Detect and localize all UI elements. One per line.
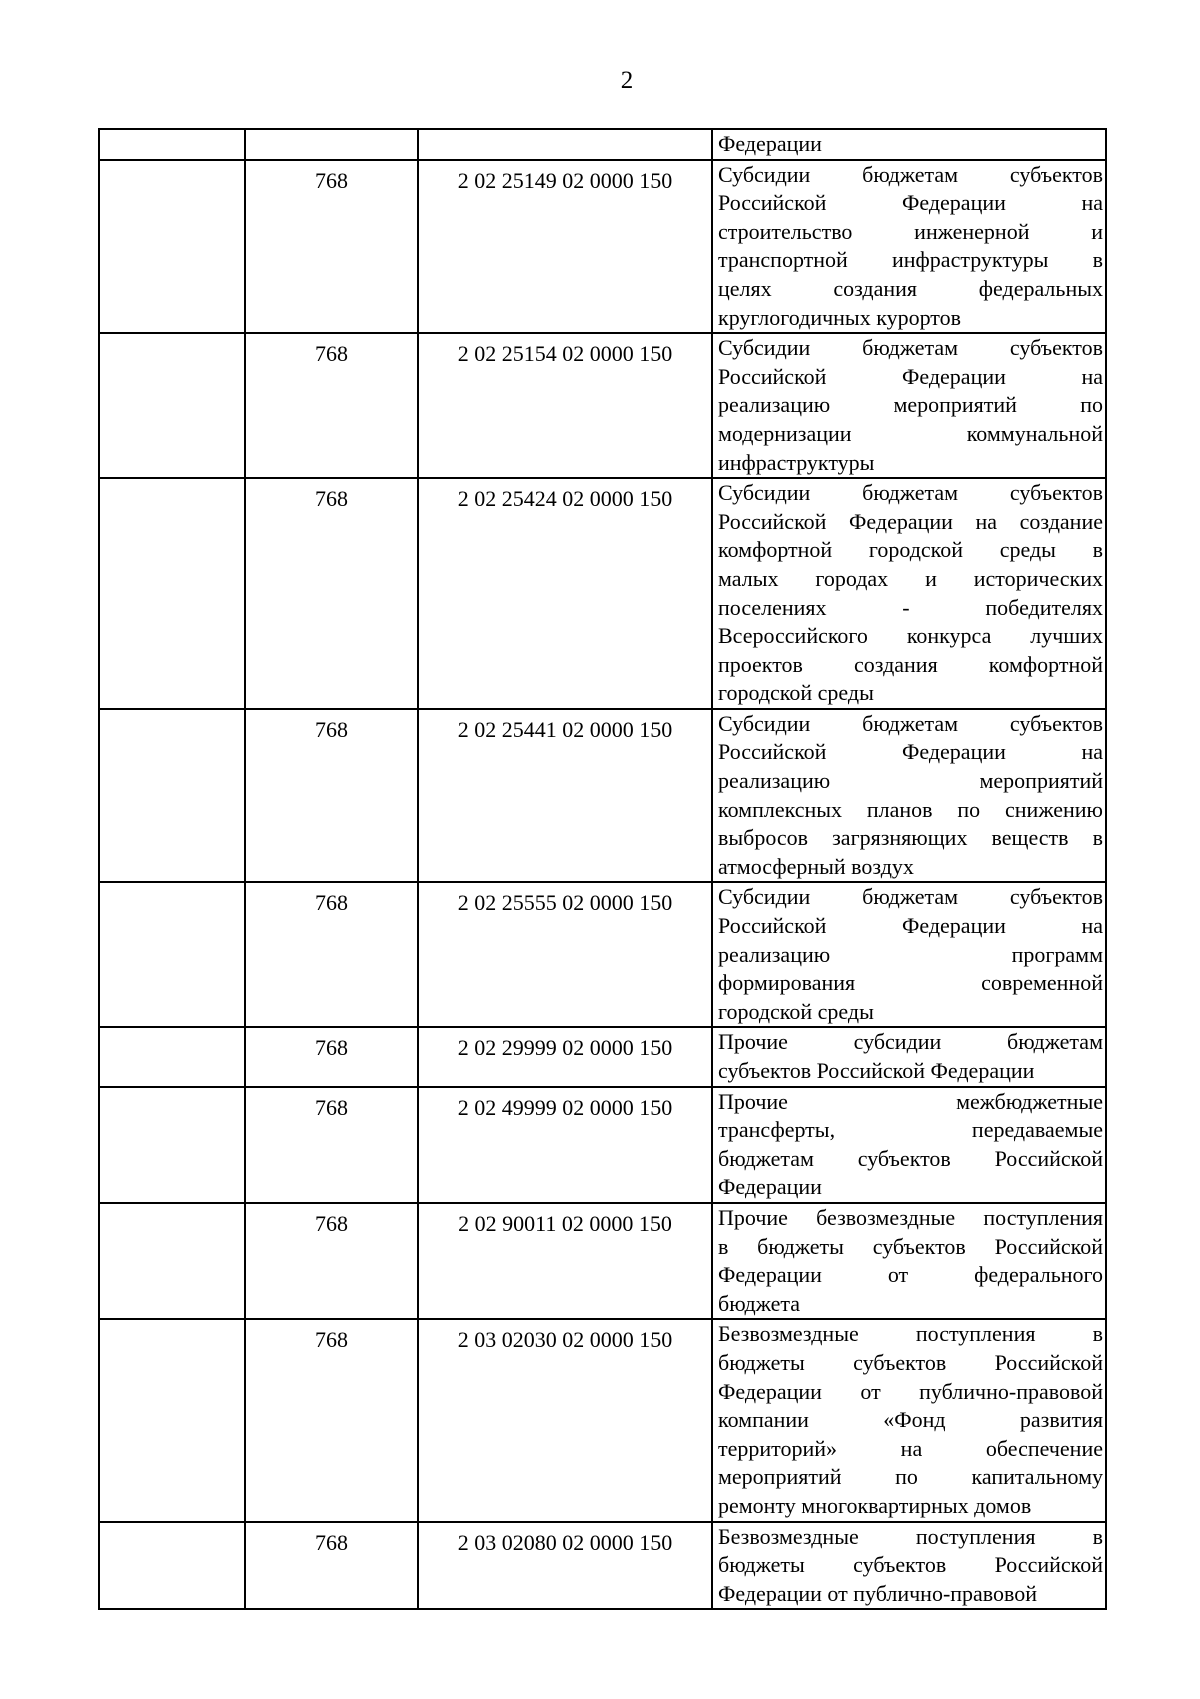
description-cell — [712, 478, 1106, 709]
description-line: комфортной городской среды в — [718, 537, 1103, 563]
description-line: Безвозмездные поступления в — [718, 1321, 1103, 1347]
table-row — [99, 160, 1106, 334]
admin-code-cell: 768 — [245, 333, 418, 478]
budget-code-cell: 2 02 25441 02 0000 150 — [418, 709, 712, 883]
description-line: Федерации от федерального — [718, 1262, 1103, 1288]
description-line: Российской Федерации на создание — [718, 508, 1103, 534]
table-row — [99, 129, 1106, 160]
description-line: поселениях - победителях — [718, 594, 1103, 620]
empty-cell — [99, 129, 245, 160]
admin-code-cell: 768 — [245, 1522, 418, 1610]
description-cell — [712, 709, 1106, 883]
table-row — [99, 1203, 1106, 1319]
description-line: инфраструктуры — [718, 449, 875, 475]
table-row — [99, 478, 1106, 709]
admin-code-cell: 768 — [245, 1319, 418, 1521]
table-row — [99, 1319, 1106, 1521]
description-line: субъектов Российской Федерации — [718, 1058, 1035, 1083]
description-line: Субсидии бюджетам субъектов — [718, 710, 1103, 736]
description-line: малых городах и исторических — [718, 565, 1103, 591]
description-line: реализацию мероприятий — [718, 768, 1103, 794]
table-row — [99, 1027, 1106, 1086]
description-line: атмосферный воздух — [718, 853, 914, 879]
admin-code-cell — [245, 129, 418, 160]
description-cell — [712, 129, 1106, 160]
description-line: Прочие субсидии бюджетам — [718, 1029, 1103, 1055]
description-cell — [712, 1522, 1106, 1610]
description-line: модернизации коммунальной — [718, 420, 1103, 446]
empty-cell — [99, 1522, 245, 1610]
description-line: бюджеты субъектов Российской — [718, 1349, 1103, 1375]
table-row — [99, 882, 1106, 1027]
description-line: Федерации — [718, 1174, 822, 1200]
description-line: строительство инженерной и — [718, 218, 1103, 244]
budget-code-cell: 2 02 25149 02 0000 150 — [418, 160, 712, 334]
description-cell — [712, 333, 1106, 478]
description-line: в бюджеты субъектов Российской — [718, 1233, 1103, 1259]
description-cell — [712, 1087, 1106, 1203]
budget-code-cell: 2 02 49999 02 0000 150 — [418, 1087, 712, 1203]
table-row — [99, 709, 1106, 883]
empty-cell — [99, 160, 245, 334]
description-line: Федерации — [718, 131, 822, 156]
description-cell — [712, 160, 1106, 334]
description-line: Всероссийского конкурса лучших — [718, 623, 1103, 649]
description-line: городской среды — [718, 680, 874, 706]
description-line: Федерации от публично-правовой — [718, 1580, 1038, 1606]
empty-cell — [99, 882, 245, 1027]
admin-code-cell: 768 — [245, 882, 418, 1027]
description-line: городской среды — [718, 998, 874, 1024]
admin-code-cell: 768 — [245, 709, 418, 883]
table-row — [99, 1522, 1106, 1610]
description-line: Прочие межбюджетные — [718, 1088, 1103, 1114]
description-cell — [712, 1319, 1106, 1521]
description-line: Российской Федерации на — [718, 363, 1103, 389]
description-line: Субсидии бюджетам субъектов — [718, 480, 1103, 506]
admin-code-cell: 768 — [245, 478, 418, 709]
budget-classification-table — [98, 128, 1107, 1610]
description-line: выбросов загрязняющих веществ в — [718, 825, 1103, 851]
description-line: целях создания федеральных — [718, 275, 1103, 301]
budget-code-cell: 2 03 02080 02 0000 150 — [418, 1522, 712, 1610]
empty-cell — [99, 1027, 245, 1086]
description-line: реализацию мероприятий по — [718, 392, 1103, 418]
description-line: бюджета — [718, 1290, 801, 1316]
description-line: Безвозмездные поступления в — [718, 1523, 1103, 1549]
budget-code-cell: 2 02 29999 02 0000 150 — [418, 1027, 712, 1086]
description-line: комплексных планов по снижению — [718, 796, 1103, 822]
empty-cell — [99, 478, 245, 709]
budget-code-cell: 2 02 90011 02 0000 150 — [418, 1203, 712, 1319]
budget-code-cell: 2 02 25424 02 0000 150 — [418, 478, 712, 709]
description-line: Прочие безвозмездные поступления — [718, 1204, 1103, 1230]
budget-code-cell: 2 02 25154 02 0000 150 — [418, 333, 712, 478]
table-row — [99, 1087, 1106, 1203]
description-line: бюджеты субъектов Российской — [718, 1552, 1103, 1578]
description-cell — [712, 1203, 1106, 1319]
budget-code-cell: 2 02 25555 02 0000 150 — [418, 882, 712, 1027]
description-line: Субсидии бюджетам субъектов — [718, 161, 1103, 187]
description-line: компании «Фонд развития — [718, 1407, 1103, 1433]
description-line: Субсидии бюджетам субъектов — [718, 335, 1103, 361]
description-line: территорий» на обеспечение — [718, 1435, 1103, 1461]
description-line: формирования современной — [718, 970, 1103, 996]
admin-code-cell: 768 — [245, 160, 418, 334]
empty-cell — [99, 709, 245, 883]
empty-cell — [99, 1087, 245, 1203]
admin-code-cell: 768 — [245, 1203, 418, 1319]
description-line: Субсидии бюджетам субъектов — [718, 884, 1103, 910]
empty-cell — [99, 1319, 245, 1521]
admin-code-cell: 768 — [245, 1087, 418, 1203]
empty-cell — [99, 1203, 245, 1319]
description-line: Российской Федерации на — [718, 913, 1103, 939]
description-line: бюджетам субъектов Российской — [718, 1145, 1103, 1171]
description-line: Российской Федерации на — [718, 190, 1103, 216]
description-cell — [712, 882, 1106, 1027]
page-number: 2 — [620, 67, 634, 94]
description-line: реализацию программ — [718, 941, 1103, 967]
description-line: трансферты, передаваемые — [718, 1117, 1103, 1143]
description-line: Федерации от публично-правовой — [718, 1378, 1103, 1404]
table-body — [99, 129, 1106, 1609]
budget-code-cell — [418, 129, 712, 160]
budget-code-cell: 2 03 02030 02 0000 150 — [418, 1319, 712, 1521]
description-line: мероприятий по капитальному — [718, 1464, 1103, 1490]
empty-cell — [99, 333, 245, 478]
table-row — [99, 333, 1106, 478]
description-line: круглогодичных курортов — [718, 304, 962, 330]
description-line: Российской Федерации на — [718, 739, 1103, 765]
description-line: ремонту многоквартирных домов — [718, 1492, 1032, 1518]
description-cell — [712, 1027, 1106, 1086]
admin-code-cell: 768 — [245, 1027, 418, 1086]
description-line: транспортной инфраструктуры в — [718, 247, 1103, 273]
description-line: проектов создания комфортной — [718, 651, 1103, 677]
